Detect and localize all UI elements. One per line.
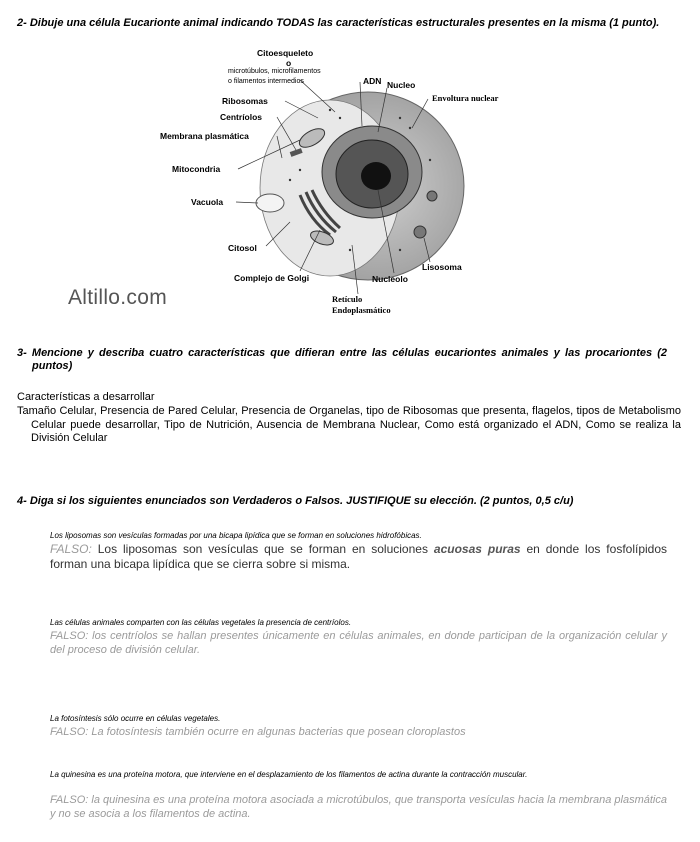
question-3-title: 3- Mencione y describa cuatro características que difieran entre las células eucariontes animales y las procariontes (2 puntos) [17,347,668,372]
label-vacuola: Vacuola [191,197,224,207]
q4-answer-1: FALSO: Los liposomas son vesículas que se forman en soluciones acuosas puras en donde los fosfolípidos forman una bicapa lipídica que se cierra sobre si misma. [50,542,668,571]
label-centriolos: Centríolos [220,112,263,122]
question-4-title: 4- Diga si los siguientes enunciados son Verdaderos o Falsos. JUSTIFIQUE su elección. (2 puntos, 0,5 c/u) [17,495,574,507]
q4-answer-2: FALSO: los centríolos se hallan presentes únicamente en células animales, en donde participan de la organización celular y del proceso de división celular. [50,630,667,656]
label-citosol: Citosol [228,243,257,253]
watermark: Altillo.com [68,286,167,309]
lysosome-shape [414,226,426,238]
animal-cell-diagram [0,0,700,330]
label-envoltura: Envoltura nuclear [432,93,499,103]
label-o: o [286,58,292,68]
label-adn: ADN [363,76,382,86]
question-2-title: 2- Dibuje una célula Eucarionte animal indicando TODAS las características estructurales presentes en la misma (1 punto). [17,17,660,29]
q4-statement-3: La fotosíntesis sólo ocurre en células vegetales. [50,714,221,723]
label-lisosoma: Lisosoma [422,262,462,272]
label-golgi: Complejo de Golgi [234,273,310,283]
vacuole-shape [256,194,284,212]
label-endoplasmatico: Endoplasmático [332,305,391,315]
q4-statement-1: Los liposomas son vesículas formadas por una bicapa lipídica que se forman en soluciones hidrofóbicas. [50,531,422,540]
label-citoesqueleto: Citoesqueleto [257,48,314,58]
q4-answer-4: FALSO: la quinesina es una proteína motora asociada a microtúbulos, que transporta vesículas hacia la membrana plasmática y no se asocia a los filamentos de actina. [50,794,667,820]
label-nucleo: Nucleo [387,80,416,90]
label-micro1: microtúbulos, microfilamentos [228,68,321,75]
label-ribosomas: Ribosomas [222,96,268,106]
label-nucleolo: Nucleolo [372,274,408,284]
q4-answer-3: FALSO: La fotosíntesis también ocurre en algunas bacterias que posean cloroplastos [50,726,466,738]
label-reticulo: Retículo [332,294,363,304]
nucleolus-shape [361,162,391,190]
q4-statement-2: Las células animales comparten con las células vegetales la presencia de centríolos. [50,618,352,627]
q3-body: Tamaño Celular, Presencia de Pared Celular, Presencia de Organelas, tipo de Ribosomas que presenta, flagelos, tipos de Metabolismo Celular puede desarrollar, Tipo de Nutrición, Ausencia de Membrana Nuclear, Como está organizado el ADN, Como se realiza la División Celular [17,405,681,444]
label-membrana: Membrana plasmática [160,131,249,141]
label-mitocondria: Mitocondria [172,164,221,174]
label-micro2: o filamentos intermedios [228,78,304,85]
q3-subtitle: Características a desarrollar [17,391,155,403]
q4-statement-4: La quinesina es una proteína motora, que interviene en el desplazamiento de los filamentos de actina durante la contracción muscular. [50,770,528,779]
